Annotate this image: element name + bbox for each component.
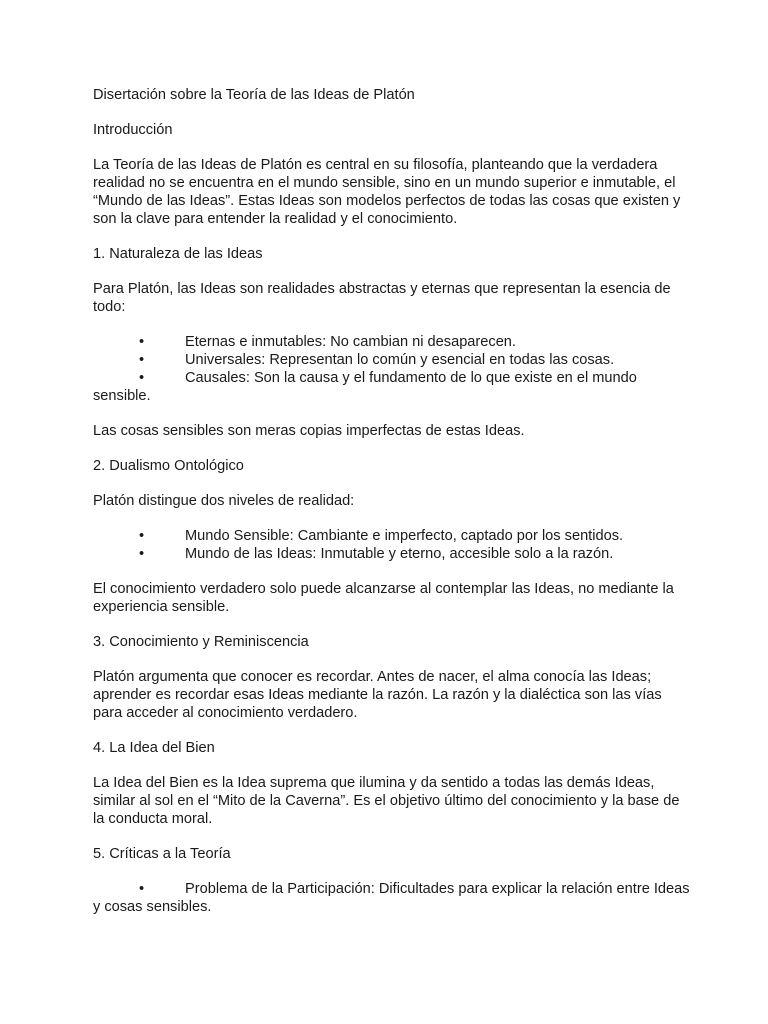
list-item [93,527,693,545]
section-1-bullet-list [93,333,693,405]
list-item-text: Mundo Sensible: Cambiante e imperfecto, captado por los sentidos. [185,528,624,544]
intro-heading: Introducción [93,122,173,138]
bullet-icon: • [139,546,145,562]
list-item-text: Problema de la Participación: Dificultades para explicar la relación entre Ideas y cosas sensibles. [93,881,690,915]
bullet-icon: • [139,881,145,897]
list-item [93,545,693,563]
bullet-icon: • [139,370,145,386]
list-item-text: Eternas e inmutables: No cambian ni desaparecen. [185,334,516,350]
section-5-bullet-list [93,880,693,916]
list-item-text: Causales: Son la causa y el fundamento de lo que existe en el mundo sensible. [93,370,637,404]
bullet-icon: • [139,352,145,368]
section-4-paragraph: La Idea del Bien es la Idea suprema que ilumina y da sentido a todas las demás Ideas, similar al sol en el “Mito de la Caverna”. Es el objetivo último del conocimiento y la base de la conducta moral. [93,775,680,827]
list-item [93,351,693,369]
bullet-icon: • [139,334,145,350]
bullet-icon: • [139,528,145,544]
section-1-closing: Las cosas sensibles son meras copias imperfectas de estas Ideas. [93,423,525,439]
list-item-text: Universales: Representan lo común y esencial en todas las cosas. [185,352,615,368]
section-2-heading: 2. Dualismo Ontológico [93,458,244,474]
section-2-closing: El conocimiento verdadero solo puede alcanzarse al contemplar las Ideas, no mediante la experiencia sensible. [93,581,674,615]
section-3-paragraph: Platón argumenta que conocer es recordar. Antes de nacer, el alma conocía las Ideas; aprender es recordar esas Ideas mediante la razón. La razón y la dialéctica son las vías para acceder al conocimiento verdadero. [93,669,662,721]
section-3-heading: 3. Conocimiento y Reminiscencia [93,634,309,650]
section-2-bullet-list [93,527,693,563]
section-5-heading: 5. Críticas a la Teoría [93,846,231,862]
list-item [93,333,693,351]
section-1-heading: 1. Naturaleza de las Ideas [93,246,263,262]
list-item-text: Mundo de las Ideas: Inmutable y eterno, accesible solo a la razón. [185,546,614,562]
section-1-paragraph: Para Platón, las Ideas son realidades abstractas y eternas que representan la esencia de todo: [93,281,671,315]
section-4-heading: 4. La Idea del Bien [93,740,215,756]
list-item [93,880,693,916]
intro-paragraph: La Teoría de las Ideas de Platón es central en su filosofía, planteando que la verdadera realidad no se encuentra en el mundo sensible, sino en un mundo superior e inmutable, el “Mundo de las Ideas”. Estas Ideas son modelos perfectos de todas las cosas que existen y son la clave para entender la realidad y el conocimiento. [93,157,681,227]
document-title: Disertación sobre la Teoría de las Ideas de Platón [93,87,415,103]
document-body [93,86,693,933]
list-item [93,369,693,405]
section-2-paragraph: Platón distingue dos niveles de realidad: [93,493,355,509]
